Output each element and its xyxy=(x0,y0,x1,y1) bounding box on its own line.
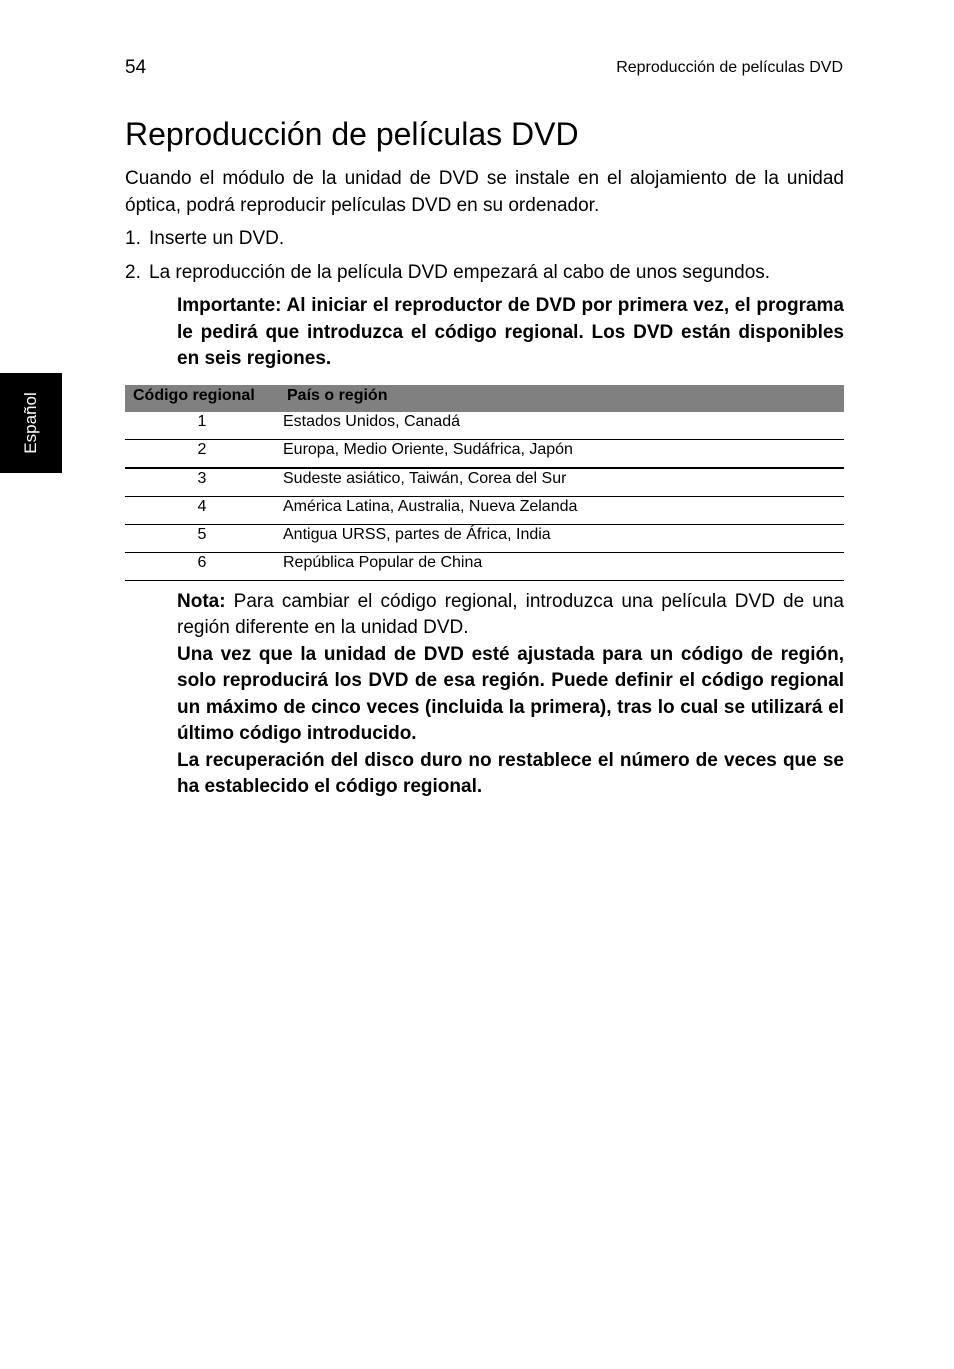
table-row xyxy=(125,552,844,580)
region-code: 5 xyxy=(125,524,279,552)
region-name: República Popular de China xyxy=(279,552,844,580)
region-code: 1 xyxy=(125,412,279,440)
table-row xyxy=(125,439,844,468)
main-content xyxy=(125,166,844,801)
important-note: Importante: Al iniciar el reproductor de DVD por primera vez, el programa le pedirá que introduzca el código regional. Los DVD están disponibles en seis regiones. xyxy=(177,295,844,369)
page-title: Reproducción de películas DVD xyxy=(125,116,579,152)
region-code: 6 xyxy=(125,552,279,580)
table-row xyxy=(125,412,844,440)
nota-label: Nota: xyxy=(177,590,226,612)
column-header-code: Código regional xyxy=(125,385,279,412)
language-side-tab-label: Español xyxy=(21,392,40,454)
region-code: 4 xyxy=(125,496,279,524)
nota-paragraph xyxy=(177,589,844,642)
step-text: Inserte un DVD. xyxy=(149,228,285,249)
list-item xyxy=(125,260,844,287)
region-name: Antigua URSS, partes de África, India xyxy=(279,524,844,552)
language-side-tab xyxy=(0,373,62,473)
region-limit-warning: Una vez que la unidad de DVD esté ajustada para un código de región, solo reproducirá los DVD de esa región. Puede definir el código regional un máximo de cinco veces (incluida la primera), tras lo cual se utilizará el último código introducido. xyxy=(177,643,844,744)
table-row xyxy=(125,496,844,524)
steps-list xyxy=(125,226,844,286)
page-number: 54 xyxy=(125,57,147,78)
intro-paragraph: Cuando el módulo de la unidad de DVD se instale en el alojamiento de la unidad óptica, podrá reproducir películas DVD en su ordenador. xyxy=(125,168,844,216)
region-name: Europa, Medio Oriente, Sudáfrica, Japón xyxy=(279,439,844,468)
step-number: 1. xyxy=(125,228,141,249)
region-name: América Latina, Australia, Nueva Zelanda xyxy=(279,496,844,524)
running-header: Reproducción de películas DVD xyxy=(616,59,843,76)
region-code: 2 xyxy=(125,439,279,468)
nota-text: Para cambiar el código regional, introduzca una película DVD de una región diferente en la unidad DVD. xyxy=(177,590,844,638)
table-row xyxy=(125,524,844,552)
step-number: 2. xyxy=(125,261,141,283)
step-text: La reproducción de la película DVD empezará al cabo de unos segundos. xyxy=(149,261,771,283)
table-row xyxy=(125,468,844,497)
list-item xyxy=(125,226,844,253)
region-code-table xyxy=(125,385,844,581)
column-header-region: País o región xyxy=(279,385,844,412)
table-header-row xyxy=(125,385,844,412)
recovery-warning: La recuperación del disco duro no restablece el número de veces que se ha establecido el código regional. xyxy=(177,749,844,797)
region-name: Estados Unidos, Canadá xyxy=(279,412,844,440)
region-name: Sudeste asiático, Taiwán, Corea del Sur xyxy=(279,468,844,497)
region-code: 3 xyxy=(125,468,279,497)
